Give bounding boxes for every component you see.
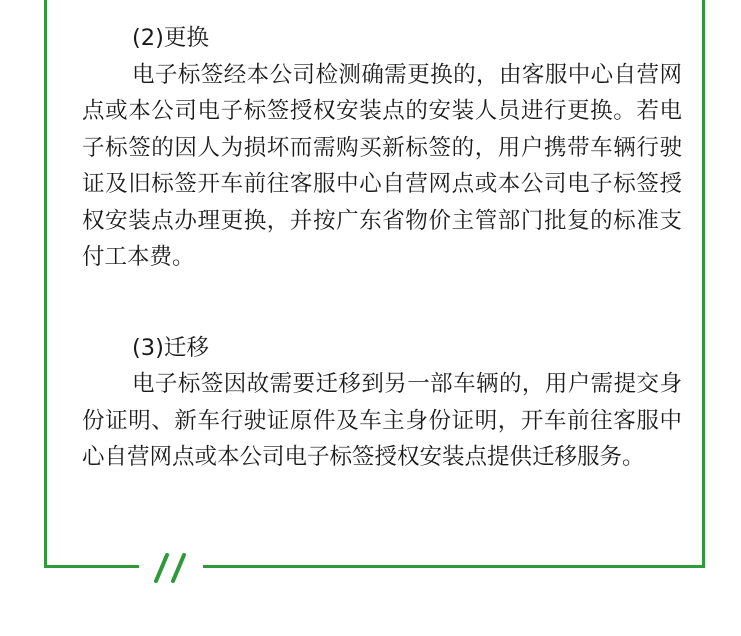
frame-bottom-border-left bbox=[44, 565, 139, 568]
section-paragraph: 电子标签因故需要迁移到另一部车辆的，用户需提交身份证明、新车行驶证原件及车主身份证明，开车前往客服中心自营网点或本公司电子标签授权安装点提供迁移服务。 bbox=[82, 371, 682, 470]
frame-left-border bbox=[44, 0, 47, 568]
section-replacement bbox=[82, 20, 682, 276]
section-heading: (2)更换 bbox=[132, 25, 209, 51]
section-transfer bbox=[82, 330, 682, 476]
frame-right-border bbox=[702, 0, 705, 568]
section-heading: (3)迁移 bbox=[132, 334, 209, 361]
double-slash-icon bbox=[150, 551, 192, 585]
frame-bottom-border-right bbox=[203, 565, 705, 568]
document-body bbox=[82, 20, 682, 476]
section-paragraph: 电子标签经本公司检测确需更换的，由客服中心自营网点或本公司电子标签授权安装点的安装人员进行更换。若电子标签的因人为损坏而需购买新标签的，用户携带车辆行驶证及旧标签开车前往客服中心自营网点或本公司电子标签授权安装点办理更换，并按广东省物价主管部门批复的标准支付工本费。 bbox=[82, 61, 682, 270]
